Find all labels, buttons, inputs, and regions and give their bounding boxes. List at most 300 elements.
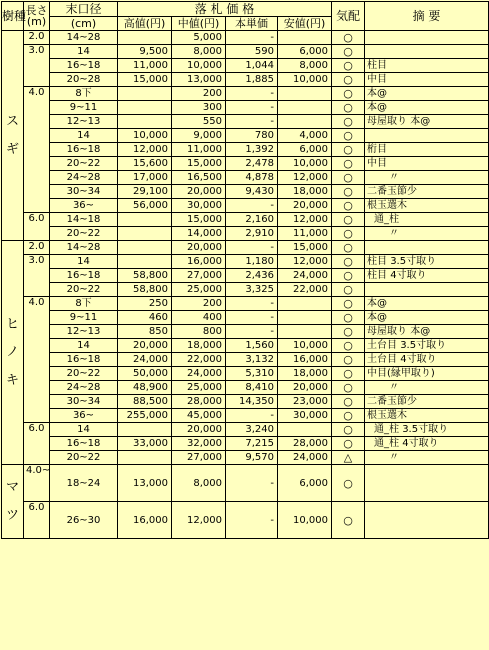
high-price-cell: 88,500 bbox=[118, 395, 172, 409]
mid-price-cell: 11,000 bbox=[172, 143, 226, 157]
mid-price-cell: 15,000 bbox=[172, 213, 226, 227]
high-price-cell bbox=[118, 101, 172, 115]
diameter-cell: 20~22 bbox=[50, 157, 118, 171]
length-cell: 3.0 bbox=[24, 255, 50, 297]
unit-price-cell: - bbox=[226, 311, 278, 325]
diameter-cell: 14~28 bbox=[50, 241, 118, 255]
mood-cell: ○ bbox=[332, 381, 365, 395]
mid-price-cell: 30,000 bbox=[172, 199, 226, 213]
low-price-cell: 22,000 bbox=[278, 283, 332, 297]
low-price-cell: 30,000 bbox=[278, 409, 332, 423]
table-row bbox=[2, 73, 489, 87]
mood-cell: △ bbox=[332, 451, 365, 465]
mood-cell: ○ bbox=[332, 502, 365, 539]
low-price-cell: 10,000 bbox=[278, 502, 332, 539]
length-cell: 4.0~ bbox=[24, 465, 50, 502]
unit-price-cell: - bbox=[226, 101, 278, 115]
note-cell bbox=[365, 283, 489, 297]
low-price-cell: 6,000 bbox=[278, 465, 332, 502]
diameter-cell: 20~22 bbox=[50, 451, 118, 465]
note-cell: 通_柱 3.5寸取り bbox=[365, 423, 489, 437]
unit-price-cell: 2,436 bbox=[226, 269, 278, 283]
high-price-cell: 20,000 bbox=[118, 339, 172, 353]
header-species: 樹種 bbox=[2, 2, 24, 31]
low-price-cell: 10,000 bbox=[278, 157, 332, 171]
length-cell: 4.0 bbox=[24, 297, 50, 423]
note-cell: 土台目 4寸取り bbox=[365, 353, 489, 367]
note-cell: 〃 bbox=[365, 227, 489, 241]
mood-cell: ○ bbox=[332, 45, 365, 59]
low-price-cell: 16,000 bbox=[278, 353, 332, 367]
table-row bbox=[2, 129, 489, 143]
high-price-cell: 29,100 bbox=[118, 185, 172, 199]
unit-price-cell: - bbox=[226, 199, 278, 213]
diameter-cell: 14 bbox=[50, 255, 118, 269]
low-price-cell bbox=[278, 115, 332, 129]
low-price-cell: 12,000 bbox=[278, 255, 332, 269]
high-price-cell: 9,500 bbox=[118, 45, 172, 59]
table-row bbox=[2, 367, 489, 381]
high-price-cell: 11,000 bbox=[118, 59, 172, 73]
low-price-cell: 20,000 bbox=[278, 381, 332, 395]
note-cell bbox=[365, 241, 489, 255]
high-price-cell: 15,000 bbox=[118, 73, 172, 87]
diameter-cell: 16~18 bbox=[50, 353, 118, 367]
low-price-cell: 23,000 bbox=[278, 395, 332, 409]
table-row bbox=[2, 297, 489, 311]
high-price-cell bbox=[118, 241, 172, 255]
unit-price-cell: 1,044 bbox=[226, 59, 278, 73]
low-price-cell: 24,000 bbox=[278, 269, 332, 283]
diameter-cell: 14~18 bbox=[50, 213, 118, 227]
note-cell: 本@ bbox=[365, 101, 489, 115]
table-row bbox=[2, 199, 489, 213]
diameter-cell: 16~18 bbox=[50, 437, 118, 451]
mid-price-cell: 14,000 bbox=[172, 227, 226, 241]
header-unitprice: 本単価 bbox=[226, 17, 278, 31]
high-price-cell: 17,000 bbox=[118, 171, 172, 185]
mid-price-cell: 5,000 bbox=[172, 31, 226, 45]
header-length-unit: (m) bbox=[26, 15, 47, 28]
mid-price-cell: 27,000 bbox=[172, 451, 226, 465]
header-price-group: 落 札 価 格 bbox=[118, 2, 332, 17]
low-price-cell bbox=[278, 325, 332, 339]
high-price-cell: 16,000 bbox=[118, 502, 172, 539]
table-row bbox=[2, 213, 489, 227]
mid-price-cell: 8,000 bbox=[172, 45, 226, 59]
note-cell: 本@ bbox=[365, 297, 489, 311]
mood-cell: ○ bbox=[332, 171, 365, 185]
mood-cell: ○ bbox=[332, 339, 365, 353]
note-cell: 根玉選木 bbox=[365, 409, 489, 423]
diameter-cell: 24~28 bbox=[50, 381, 118, 395]
high-price-cell: 15,600 bbox=[118, 157, 172, 171]
note-cell: 〃 bbox=[365, 171, 489, 185]
species-char: ス bbox=[5, 114, 19, 129]
note-cell bbox=[365, 502, 489, 539]
note-cell: 〃 bbox=[365, 451, 489, 465]
low-price-cell: 12,000 bbox=[278, 171, 332, 185]
low-price-cell bbox=[278, 101, 332, 115]
species-char: キ bbox=[5, 373, 19, 388]
high-price-cell: 24,000 bbox=[118, 353, 172, 367]
table-row bbox=[2, 395, 489, 409]
table-row bbox=[2, 353, 489, 367]
table-row bbox=[2, 227, 489, 241]
diameter-cell: 12~13 bbox=[50, 325, 118, 339]
length-cell: 4.0 bbox=[24, 87, 50, 213]
low-price-cell bbox=[278, 31, 332, 45]
diameter-cell: 16~18 bbox=[50, 143, 118, 157]
note-cell bbox=[365, 129, 489, 143]
diameter-cell: 20~22 bbox=[50, 283, 118, 297]
length-cell: 2.0 bbox=[24, 241, 50, 255]
mid-price-cell: 550 bbox=[172, 115, 226, 129]
note-cell: 柱目 3.5寸取り bbox=[365, 255, 489, 269]
unit-price-cell: 590 bbox=[226, 45, 278, 59]
mid-price-cell: 32,000 bbox=[172, 437, 226, 451]
length-cell: 6.0 bbox=[24, 502, 50, 539]
mood-cell: ○ bbox=[332, 241, 365, 255]
mid-price-cell: 20,000 bbox=[172, 423, 226, 437]
diameter-cell: 36~ bbox=[50, 409, 118, 423]
table-header bbox=[2, 2, 489, 31]
low-price-cell bbox=[278, 311, 332, 325]
species-cell bbox=[2, 241, 24, 465]
table-row bbox=[2, 325, 489, 339]
unit-price-cell: 14,350 bbox=[226, 395, 278, 409]
header-low: 安値(円) bbox=[278, 17, 332, 31]
low-price-cell: 10,000 bbox=[278, 73, 332, 87]
high-price-cell: 56,000 bbox=[118, 199, 172, 213]
note-cell: 通_柱 bbox=[365, 213, 489, 227]
mood-cell: ○ bbox=[332, 213, 365, 227]
mood-cell: ○ bbox=[332, 269, 365, 283]
high-price-cell bbox=[118, 31, 172, 45]
mid-price-cell: 12,000 bbox=[172, 502, 226, 539]
diameter-cell: 30~34 bbox=[50, 395, 118, 409]
high-price-cell: 250 bbox=[118, 297, 172, 311]
table-row bbox=[2, 451, 489, 465]
low-price-cell: 20,000 bbox=[278, 199, 332, 213]
table-row bbox=[2, 502, 489, 539]
unit-price-cell: 4,878 bbox=[226, 171, 278, 185]
header-diameter-unit: (cm) bbox=[50, 17, 118, 31]
species-char: ノ bbox=[5, 345, 19, 360]
table-row bbox=[2, 171, 489, 185]
table-row bbox=[2, 437, 489, 451]
unit-price-cell: - bbox=[226, 465, 278, 502]
diameter-cell: 16~18 bbox=[50, 59, 118, 73]
table-row bbox=[2, 59, 489, 73]
mood-cell: ○ bbox=[332, 143, 365, 157]
unit-price-cell: - bbox=[226, 115, 278, 129]
unit-price-cell: 1,180 bbox=[226, 255, 278, 269]
table-row bbox=[2, 185, 489, 199]
high-price-cell: 13,000 bbox=[118, 465, 172, 502]
diameter-cell: 26~30 bbox=[50, 502, 118, 539]
table-row bbox=[2, 409, 489, 423]
mid-price-cell: 25,000 bbox=[172, 381, 226, 395]
table-row bbox=[2, 283, 489, 297]
low-price-cell bbox=[278, 87, 332, 101]
mid-price-cell: 16,000 bbox=[172, 255, 226, 269]
mood-cell: ○ bbox=[332, 367, 365, 381]
unit-price-cell: - bbox=[226, 241, 278, 255]
mid-price-cell: 24,000 bbox=[172, 367, 226, 381]
header-diameter: 末口径 bbox=[50, 2, 118, 17]
header-mood: 気配 bbox=[332, 2, 365, 31]
low-price-cell bbox=[278, 423, 332, 437]
unit-price-cell: - bbox=[226, 409, 278, 423]
length-cell: 3.0 bbox=[24, 45, 50, 87]
species-char: ツ bbox=[5, 508, 19, 523]
high-price-cell: 58,800 bbox=[118, 269, 172, 283]
table-row bbox=[2, 87, 489, 101]
mid-price-cell: 16,500 bbox=[172, 171, 226, 185]
mid-price-cell: 9,000 bbox=[172, 129, 226, 143]
auction-price-table bbox=[1, 1, 489, 539]
table-row bbox=[2, 255, 489, 269]
diameter-cell: 14~28 bbox=[50, 31, 118, 45]
high-price-cell bbox=[118, 227, 172, 241]
low-price-cell: 11,000 bbox=[278, 227, 332, 241]
low-price-cell: 8,000 bbox=[278, 59, 332, 73]
mid-price-cell: 20,000 bbox=[172, 185, 226, 199]
mid-price-cell: 45,000 bbox=[172, 409, 226, 423]
table-row bbox=[2, 423, 489, 437]
diameter-cell: 8下 bbox=[50, 297, 118, 311]
unit-price-cell: 2,910 bbox=[226, 227, 278, 241]
unit-price-cell: - bbox=[226, 325, 278, 339]
unit-price-cell: 8,410 bbox=[226, 381, 278, 395]
mood-cell: ○ bbox=[332, 465, 365, 502]
mood-cell: ○ bbox=[332, 325, 365, 339]
diameter-cell: 12~13 bbox=[50, 115, 118, 129]
mood-cell: ○ bbox=[332, 115, 365, 129]
mood-cell: ○ bbox=[332, 185, 365, 199]
table-row bbox=[2, 269, 489, 283]
unit-price-cell: 1,560 bbox=[226, 339, 278, 353]
note-cell: 本@ bbox=[365, 87, 489, 101]
diameter-cell: 9~11 bbox=[50, 101, 118, 115]
mood-cell: ○ bbox=[332, 59, 365, 73]
low-price-cell: 28,000 bbox=[278, 437, 332, 451]
table-row bbox=[2, 157, 489, 171]
low-price-cell: 4,000 bbox=[278, 129, 332, 143]
unit-price-cell: 7,215 bbox=[226, 437, 278, 451]
mood-cell: ○ bbox=[332, 199, 365, 213]
unit-price-cell: 780 bbox=[226, 129, 278, 143]
species-cell bbox=[2, 31, 24, 241]
low-price-cell: 15,000 bbox=[278, 241, 332, 255]
note-cell: 通_柱 4寸取り bbox=[365, 437, 489, 451]
mood-cell: ○ bbox=[332, 409, 365, 423]
high-price-cell: 255,000 bbox=[118, 409, 172, 423]
mid-price-cell: 300 bbox=[172, 101, 226, 115]
high-price-cell: 850 bbox=[118, 325, 172, 339]
unit-price-cell: 9,430 bbox=[226, 185, 278, 199]
low-price-cell: 24,000 bbox=[278, 451, 332, 465]
diameter-cell: 9~11 bbox=[50, 311, 118, 325]
mood-cell: ○ bbox=[332, 311, 365, 325]
diameter-cell: 30~34 bbox=[50, 185, 118, 199]
table-row bbox=[2, 339, 489, 353]
note-cell: 二番玉節少 bbox=[365, 185, 489, 199]
diameter-cell: 14 bbox=[50, 45, 118, 59]
low-price-cell: 6,000 bbox=[278, 45, 332, 59]
table-row bbox=[2, 311, 489, 325]
table-row bbox=[2, 115, 489, 129]
mood-cell: ○ bbox=[332, 129, 365, 143]
table-row bbox=[2, 101, 489, 115]
unit-price-cell: - bbox=[226, 87, 278, 101]
table-row bbox=[2, 465, 489, 502]
mood-cell: ○ bbox=[332, 255, 365, 269]
high-price-cell: 460 bbox=[118, 311, 172, 325]
diameter-cell: 36~ bbox=[50, 199, 118, 213]
mood-cell: ○ bbox=[332, 283, 365, 297]
mid-price-cell: 200 bbox=[172, 87, 226, 101]
unit-price-cell: 1,885 bbox=[226, 73, 278, 87]
mid-price-cell: 800 bbox=[172, 325, 226, 339]
note-cell: 中目(縁甲取り) bbox=[365, 367, 489, 381]
mood-cell: ○ bbox=[332, 227, 365, 241]
low-price-cell: 6,000 bbox=[278, 143, 332, 157]
diameter-cell: 20~22 bbox=[50, 227, 118, 241]
header-notes: 摘 要 bbox=[365, 2, 489, 31]
diameter-cell: 18~24 bbox=[50, 465, 118, 502]
diameter-cell: 14 bbox=[50, 423, 118, 437]
unit-price-cell: 3,325 bbox=[226, 283, 278, 297]
note-cell: 二番玉節少 bbox=[365, 395, 489, 409]
low-price-cell: 10,000 bbox=[278, 339, 332, 353]
mood-cell: ○ bbox=[332, 297, 365, 311]
note-cell: 中目 bbox=[365, 73, 489, 87]
mood-cell: ○ bbox=[332, 423, 365, 437]
length-cell: 6.0 bbox=[24, 213, 50, 241]
mood-cell: ○ bbox=[332, 31, 365, 45]
mid-price-cell: 13,000 bbox=[172, 73, 226, 87]
diameter-cell: 20~22 bbox=[50, 367, 118, 381]
mid-price-cell: 15,000 bbox=[172, 157, 226, 171]
species-char: ヒ bbox=[5, 317, 19, 332]
header-length-label: 長さ bbox=[25, 4, 48, 17]
unit-price-cell: 5,310 bbox=[226, 367, 278, 381]
mid-price-cell: 400 bbox=[172, 311, 226, 325]
unit-price-cell: - bbox=[226, 297, 278, 311]
high-price-cell bbox=[118, 255, 172, 269]
diameter-cell: 14 bbox=[50, 129, 118, 143]
header-mid: 中値(円) bbox=[172, 17, 226, 31]
note-cell bbox=[365, 31, 489, 45]
note-cell: 桁目 bbox=[365, 143, 489, 157]
header-high: 高値(円) bbox=[118, 17, 172, 31]
high-price-cell bbox=[118, 451, 172, 465]
note-cell bbox=[365, 45, 489, 59]
mid-price-cell: 28,000 bbox=[172, 395, 226, 409]
mid-price-cell: 18,000 bbox=[172, 339, 226, 353]
mood-cell: ○ bbox=[332, 73, 365, 87]
note-cell: 柱目 4寸取り bbox=[365, 269, 489, 283]
mood-cell: ○ bbox=[332, 157, 365, 171]
diameter-cell: 14 bbox=[50, 339, 118, 353]
high-price-cell: 58,800 bbox=[118, 283, 172, 297]
mid-price-cell: 8,000 bbox=[172, 465, 226, 502]
species-cell bbox=[2, 465, 24, 539]
table-row bbox=[2, 381, 489, 395]
unit-price-cell: 3,132 bbox=[226, 353, 278, 367]
note-cell: 母屋取り 本@ bbox=[365, 115, 489, 129]
header-length bbox=[24, 2, 50, 31]
table-body bbox=[2, 31, 489, 539]
unit-price-cell: - bbox=[226, 502, 278, 539]
species-char: マ bbox=[5, 480, 19, 495]
high-price-cell bbox=[118, 213, 172, 227]
diameter-cell: 8下 bbox=[50, 87, 118, 101]
mid-price-cell: 22,000 bbox=[172, 353, 226, 367]
unit-price-cell: 3,240 bbox=[226, 423, 278, 437]
high-price-cell: 12,000 bbox=[118, 143, 172, 157]
unit-price-cell: 1,392 bbox=[226, 143, 278, 157]
low-price-cell: 12,000 bbox=[278, 213, 332, 227]
unit-price-cell: 9,570 bbox=[226, 451, 278, 465]
table-row bbox=[2, 143, 489, 157]
table-row bbox=[2, 45, 489, 59]
species-char: ギ bbox=[5, 142, 19, 157]
high-price-cell: 10,000 bbox=[118, 129, 172, 143]
mid-price-cell: 20,000 bbox=[172, 241, 226, 255]
mood-cell: ○ bbox=[332, 395, 365, 409]
high-price-cell: 48,900 bbox=[118, 381, 172, 395]
mood-cell: ○ bbox=[332, 87, 365, 101]
mid-price-cell: 200 bbox=[172, 297, 226, 311]
note-cell: 本@ bbox=[365, 311, 489, 325]
mid-price-cell: 27,000 bbox=[172, 269, 226, 283]
high-price-cell: 33,000 bbox=[118, 437, 172, 451]
length-cell: 2.0 bbox=[24, 31, 50, 45]
diameter-cell: 24~28 bbox=[50, 171, 118, 185]
note-cell: 中目 bbox=[365, 157, 489, 171]
mid-price-cell: 10,000 bbox=[172, 59, 226, 73]
unit-price-cell: 2,478 bbox=[226, 157, 278, 171]
note-cell: 母屋取り 本@ bbox=[365, 325, 489, 339]
note-cell: 根玉選木 bbox=[365, 199, 489, 213]
note-cell: 土台目 3.5寸取り bbox=[365, 339, 489, 353]
mood-cell: ○ bbox=[332, 101, 365, 115]
table-row bbox=[2, 31, 489, 45]
mid-price-cell: 25,000 bbox=[172, 283, 226, 297]
high-price-cell bbox=[118, 423, 172, 437]
note-cell: 柱目 bbox=[365, 59, 489, 73]
high-price-cell bbox=[118, 115, 172, 129]
low-price-cell: 18,000 bbox=[278, 185, 332, 199]
high-price-cell bbox=[118, 87, 172, 101]
mood-cell: ○ bbox=[332, 353, 365, 367]
unit-price-cell: - bbox=[226, 31, 278, 45]
table-row bbox=[2, 241, 489, 255]
low-price-cell bbox=[278, 297, 332, 311]
length-cell: 6.0 bbox=[24, 423, 50, 465]
diameter-cell: 20~28 bbox=[50, 73, 118, 87]
note-cell bbox=[365, 465, 489, 502]
note-cell: 〃 bbox=[365, 381, 489, 395]
low-price-cell: 18,000 bbox=[278, 367, 332, 381]
mood-cell: ○ bbox=[332, 437, 365, 451]
high-price-cell: 50,000 bbox=[118, 367, 172, 381]
diameter-cell: 16~18 bbox=[50, 269, 118, 283]
unit-price-cell: 2,160 bbox=[226, 213, 278, 227]
